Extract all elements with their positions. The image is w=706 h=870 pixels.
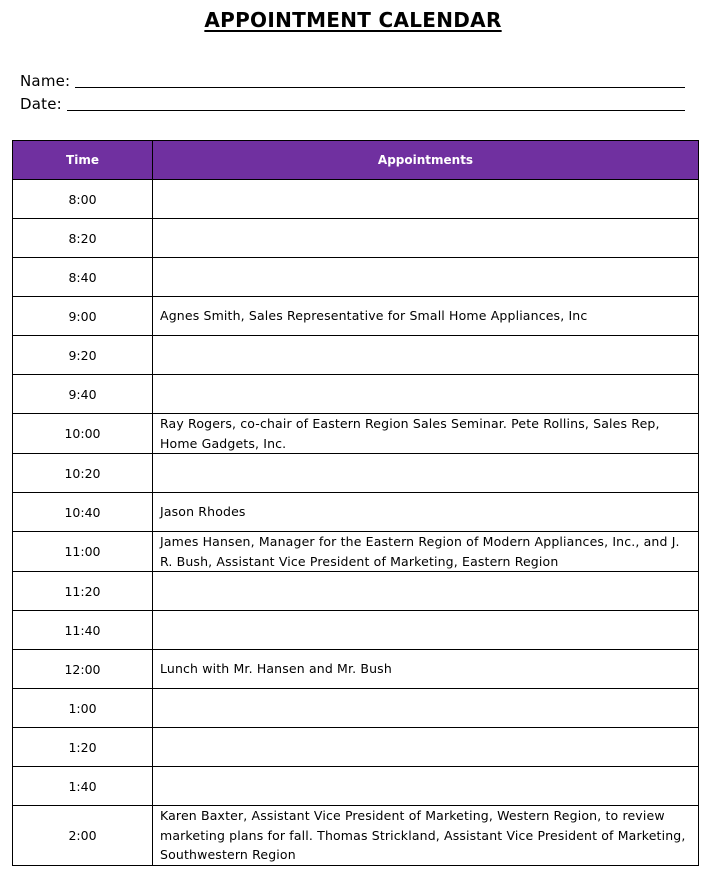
- time-cell: 1:00: [13, 689, 153, 728]
- name-input-line[interactable]: [75, 87, 685, 88]
- time-cell: 11:00: [13, 532, 153, 572]
- appointment-cell[interactable]: [153, 728, 699, 767]
- appointment-cell[interactable]: [153, 258, 699, 297]
- table-row: [13, 336, 699, 375]
- date-field[interactable]: [20, 95, 685, 113]
- date-input-line[interactable]: [67, 110, 685, 111]
- table-row: [13, 767, 699, 806]
- time-cell: 10:40: [13, 493, 153, 532]
- table-row: [13, 180, 699, 219]
- table-row: [13, 219, 699, 258]
- appointment-cell[interactable]: Jason Rhodes: [153, 493, 699, 532]
- time-cell: 10:20: [13, 454, 153, 493]
- date-label: Date:: [20, 95, 62, 113]
- appointment-cell[interactable]: Ray Rogers, co-chair of Eastern Region Sales Seminar. Pete Rollins, Sales Rep, Home Gadgets, Inc.: [153, 414, 699, 454]
- time-cell: 10:00: [13, 414, 153, 454]
- appointment-cell[interactable]: Agnes Smith, Sales Representative for Small Home Appliances, Inc: [153, 297, 699, 336]
- appointments-table-body: [13, 180, 699, 866]
- table-row: [13, 650, 699, 689]
- time-cell: 1:40: [13, 767, 153, 806]
- table-row: [13, 689, 699, 728]
- time-cell: 9:40: [13, 375, 153, 414]
- time-cell: 8:20: [13, 219, 153, 258]
- table-row: [13, 454, 699, 493]
- page-title-text: APPOINTMENT CALENDAR: [204, 8, 502, 32]
- appointments-table: [12, 140, 699, 866]
- appointment-cell[interactable]: Lunch with Mr. Hansen and Mr. Bush: [153, 650, 699, 689]
- table-row: [13, 375, 699, 414]
- appointment-cell[interactable]: [153, 689, 699, 728]
- table-row: [13, 806, 699, 866]
- appointment-cell[interactable]: [153, 219, 699, 258]
- table-row: [13, 258, 699, 297]
- name-label: Name:: [20, 72, 71, 90]
- table-row: [13, 493, 699, 532]
- appointment-cell[interactable]: [153, 611, 699, 650]
- appointment-cell[interactable]: [153, 454, 699, 493]
- time-cell: 12:00: [13, 650, 153, 689]
- appointment-cell[interactable]: Karen Baxter, Assistant Vice President of Marketing, Western Region, to review marketing plans for fall. Thomas Strickland, Assistant Vice President of Marketing, Southwestern Region: [153, 806, 699, 866]
- appointment-cell[interactable]: [153, 180, 699, 219]
- time-cell: 8:00: [13, 180, 153, 219]
- appointment-cell[interactable]: [153, 572, 699, 611]
- time-cell: 8:40: [13, 258, 153, 297]
- appointment-cell[interactable]: [153, 375, 699, 414]
- table-row: [13, 572, 699, 611]
- page-title: [0, 8, 706, 32]
- time-cell: 11:40: [13, 611, 153, 650]
- time-cell: 1:20: [13, 728, 153, 767]
- appointments-column-header: Appointments: [153, 141, 699, 180]
- appointment-cell[interactable]: James Hansen, Manager for the Eastern Region of Modern Appliances, Inc., and J. R. Bush, Assistant Vice President of Marketing, Eastern Region: [153, 532, 699, 572]
- table-header-row: [13, 141, 699, 180]
- table-row: [13, 728, 699, 767]
- name-field[interactable]: [20, 72, 685, 90]
- appointment-cell[interactable]: [153, 336, 699, 375]
- table-row: [13, 532, 699, 572]
- appointment-cell[interactable]: [153, 767, 699, 806]
- time-cell: 9:20: [13, 336, 153, 375]
- time-cell: 2:00: [13, 806, 153, 866]
- time-cell: 9:00: [13, 297, 153, 336]
- time-cell: 11:20: [13, 572, 153, 611]
- table-row: [13, 414, 699, 454]
- table-row: [13, 611, 699, 650]
- time-column-header: Time: [13, 141, 153, 180]
- table-row: [13, 297, 699, 336]
